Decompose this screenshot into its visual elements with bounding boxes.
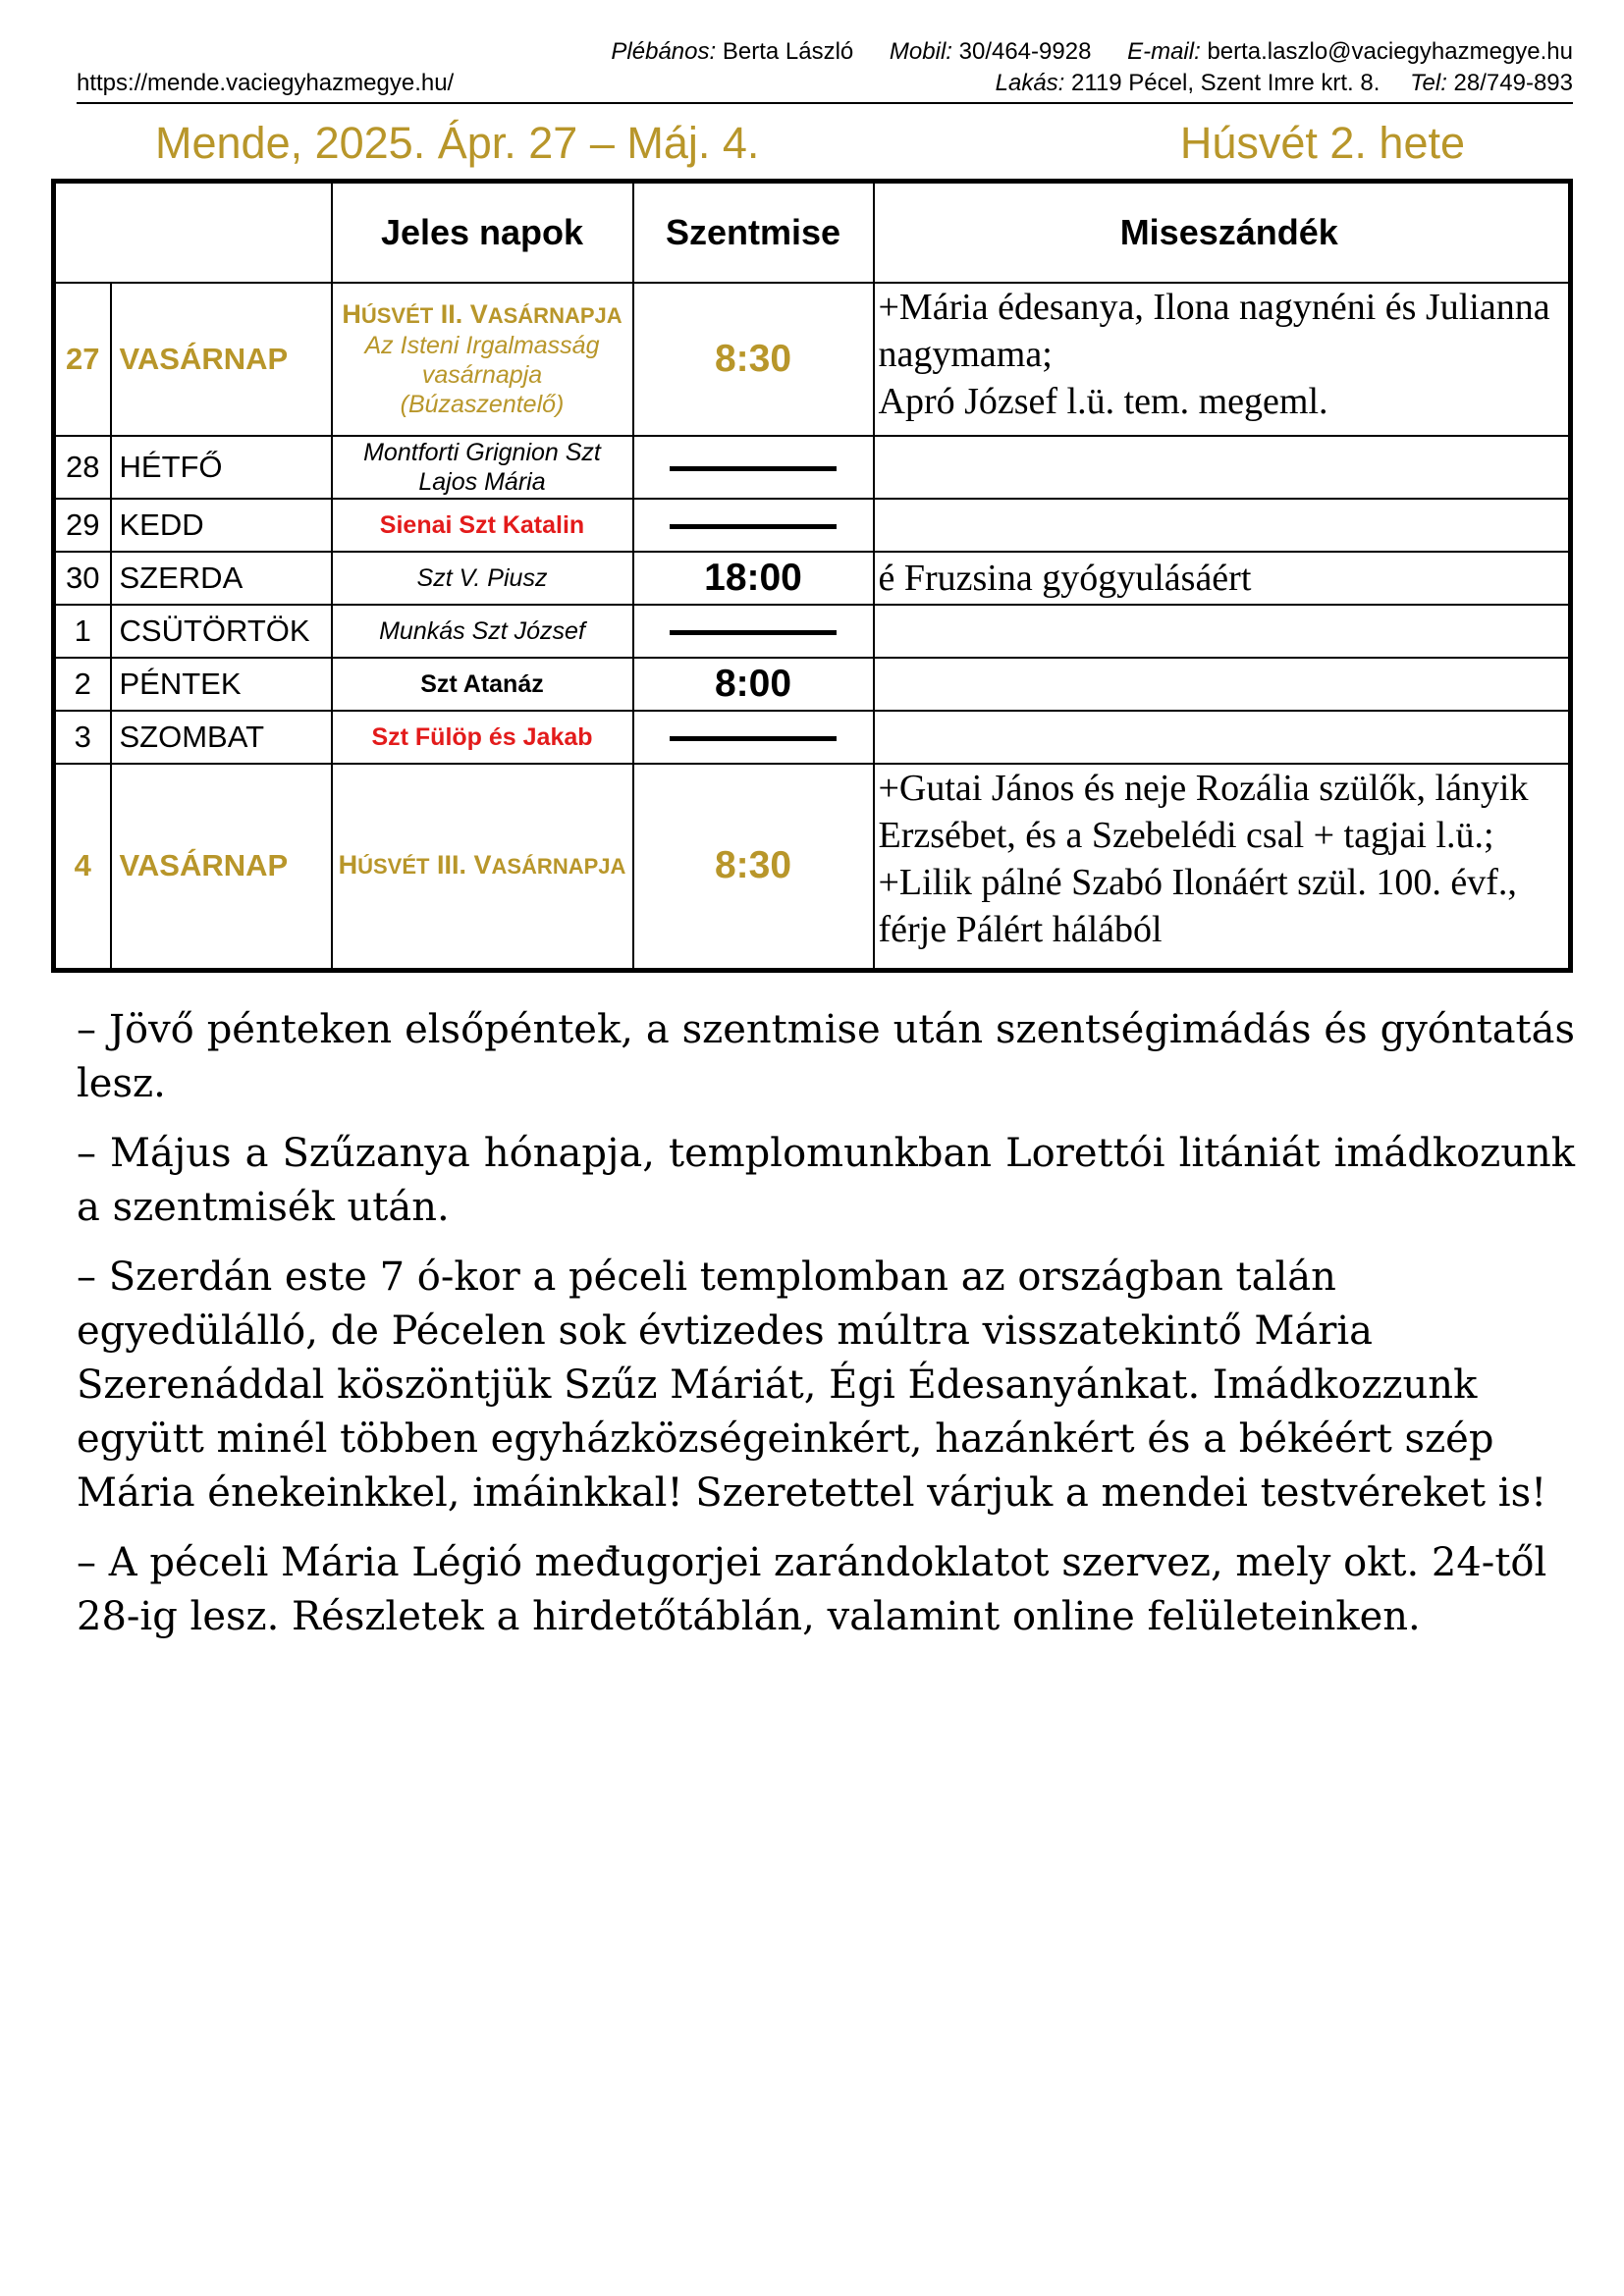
table-row [54,436,1571,499]
day-number: 30 [54,552,111,605]
header-intentions: Miseszándék [874,182,1571,284]
intention-cell [874,711,1571,764]
no-mass-dash [670,524,837,529]
no-mass-dash [670,630,837,635]
contact-line [0,37,1573,67]
day-number: 27 [54,283,111,436]
phone: Tel: 28/749-893 [1410,70,1573,96]
intention-cell: +Gutai János és neje Rozália szülők, lányik Erzsébet, és a Szebelédi csal + tagjai l.ü.; +Lilik pálné Szabó Ilonáért szül. 100. évf., férje Pálért hálából [874,764,1571,970]
day-name: HÉTFŐ [111,436,332,499]
announcement: – Jövő pénteken elsőpéntek, a szentmise után szentségimádás és gyóntatás lesz. [77,1007,1575,1106]
mass-time [633,711,874,764]
mass-time: 8:30 [633,283,874,436]
feast-cell [332,436,633,499]
intention-cell [874,658,1571,711]
day-name: VASÁRNAP [111,283,332,436]
page-title: Mende, 2025. Ápr. 27 – Máj. 4. [155,118,760,168]
feast-note: (Búzaszentelő) [400,391,565,418]
day-name: CSÜTÖRTÖK [111,605,332,658]
day-number: 1 [54,605,111,658]
schedule-table [51,179,1573,973]
day-number: 28 [54,436,111,499]
feast-name: Szt V. Piusz [416,564,548,592]
mass-time [633,436,874,499]
feast-name: Szt Atanáz [420,670,544,698]
feast-cell [332,499,633,552]
address-block [972,69,1573,98]
table-header-row [54,182,1571,284]
feast-name: Munkás Szt József [379,617,585,645]
no-mass-dash [670,736,837,741]
table-row [54,711,1571,764]
mobile: Mobil: 30/464-9928 [889,38,1092,65]
feast-cell [332,283,633,436]
header-empty [54,182,332,284]
day-number: 3 [54,711,111,764]
announcement: – A péceli Mária Légió međugorjei zarándoklatot szervez, mely okt. 24-től 28-ig lesz. Részletek a hirdetőtáblán, valamint online felületeinken. [77,1540,1547,1639]
no-mass-dash [670,466,837,471]
address-line [77,69,1573,104]
intention-cell [874,605,1571,658]
table-row [54,605,1571,658]
mass-time [633,605,874,658]
website-link[interactable]: https://mende.vaciegyhazmegye.hu/ [77,70,455,96]
table-row [54,764,1571,970]
announcements [77,1003,1575,1660]
feast-subtitle: Az Isteni Irgalmasság vasárnapja [364,332,600,389]
table-row [54,499,1571,552]
feast-name: Sienai Szt Katalin [379,511,585,539]
mass-time [633,499,874,552]
announcement: – Május a Szűzanya hónapja, templomunkban Lorettói litániát imádkozunk a szentmisék után. [77,1131,1575,1230]
table-row [54,283,1571,436]
header-mass: Szentmise [633,182,874,284]
feast-cell [332,552,633,605]
day-number: 4 [54,764,111,970]
feast-cell [332,658,633,711]
feast-title: HÚSVÉT II. VASÁRNAPJA [342,299,623,329]
intention-cell [874,436,1571,499]
mass-time: 18:00 [633,552,874,605]
mass-time: 8:00 [633,658,874,711]
feast-name: Montforti Grignion Szt Lajos Mária [363,439,601,496]
feast-name: Szt Fülöp és Jakab [371,723,593,751]
intention-line: +Mária édesanya, Ilona nagynéni és Julianna nagymama; [878,287,1550,375]
address: Lakás: 2119 Pécel, Szent Imre krt. 8. [995,70,1380,96]
announcement: – Szerdán este 7 ó-kor a péceli templomban az országban talán egyedülálló, de Pécelen sok évtizedes múltra visszatekintő Mária Szerenáddal köszöntjük Szűz Máriát, Égi Édesanyánkat. Imádkozzunk együtt minél többen egyházközségeinkért, hazánkért és a békéért szép Mária énekeinkkel, imáinkkal! Szeretettel várjuk a mendei testvéreket is! [77,1255,1547,1516]
intention-cell: é Fruzsina gyógyulásáért [874,552,1571,605]
day-number: 2 [54,658,111,711]
day-name: SZOMBAT [111,711,332,764]
header-feasts: Jeles napok [332,182,633,284]
day-name: VASÁRNAP [111,764,332,970]
intention-cell [874,283,1571,436]
intention-line: Apró József l.ü. tem. megeml. [878,381,1328,422]
table-row [54,658,1571,711]
day-number: 29 [54,499,111,552]
day-name: SZERDA [111,552,332,605]
feast-title: HÚSVÉT III. VASÁRNAPJA [338,850,626,881]
email[interactable]: E-mail: berta.laszlo@vaciegyhazmegye.hu [1127,38,1573,65]
table-row [54,552,1571,605]
feast-cell [332,764,633,970]
feast-cell [332,605,633,658]
pastor: Plébános: Berta László [611,38,854,65]
day-name: PÉNTEK [111,658,332,711]
intention-cell [874,499,1571,552]
day-name: KEDD [111,499,332,552]
feast-cell [332,711,633,764]
mass-time: 8:30 [633,764,874,970]
week-title: Húsvét 2. hete [1179,118,1465,168]
